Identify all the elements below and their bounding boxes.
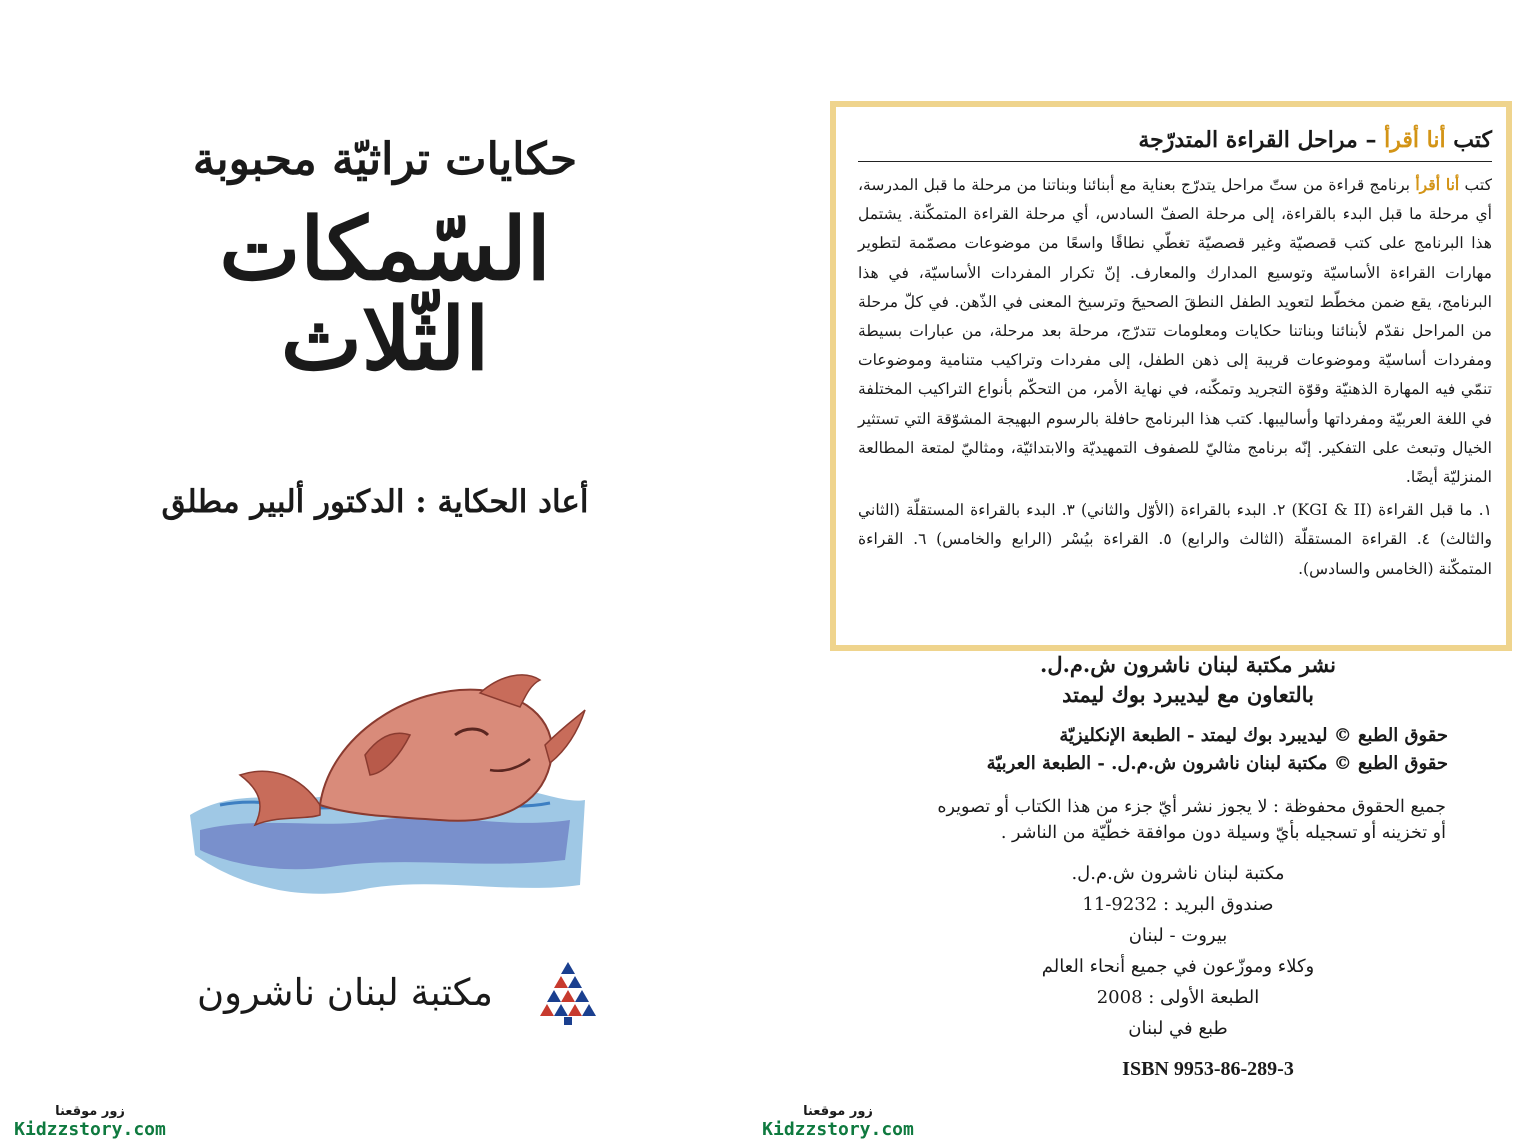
fish-illustration bbox=[180, 655, 590, 905]
heading-rest: – مراحل القراءة المتدرّجة bbox=[1138, 127, 1377, 153]
body-accent: أنا أقرأ bbox=[1415, 175, 1460, 194]
book-title-line-2: الثّلاث bbox=[280, 289, 490, 390]
rights-reserved bbox=[918, 794, 1446, 846]
publisher-address bbox=[968, 858, 1388, 1044]
heading-accent: أنا أقرأ bbox=[1384, 127, 1446, 153]
heading-prefix: كتب bbox=[1453, 127, 1492, 153]
body-prefix: كتب bbox=[1464, 176, 1492, 194]
series-title: حكايات تراثيّة محبوبة bbox=[192, 134, 578, 185]
publication-credits bbox=[918, 650, 1458, 710]
address-city: بيروت - لبنان bbox=[1128, 925, 1228, 946]
publisher-logo-icon bbox=[537, 960, 599, 1026]
edition-line: الطبعة الأولى : 2008 bbox=[1096, 987, 1260, 1008]
series-box-heading bbox=[858, 125, 1492, 162]
copyright-lines bbox=[928, 722, 1448, 778]
author-line: أعاد الحكاية : الدكتور ألبير مطلق bbox=[161, 484, 589, 520]
copyright-english: حقوق الطبع © ليديبرد بوك ليمتد - الطبعة الإنكليزيّة bbox=[1059, 725, 1448, 746]
address-po-box: صندوق البريد : 9232-11 bbox=[1082, 894, 1274, 915]
series-box-body bbox=[858, 170, 1492, 492]
body-text: برنامج قراءة من ستّ مراحل يتدرّج بعناية مع أبنائنا وبناتنا من مرحلة ما قبل المدرسة، أي مرحلة ما قبل البدء بالقراءة، إلى مرحلة الصفّ السادس، أي مرحلة القراءة المتمكّنة. يشتمل هذا البرنامج على كتب قصصيّة وغير قصصيّة تغطّي نطاقًا واسعًا من موضوعات مصمّمة لتطوير مهارات القراءة الأساسيّة وتوسيع المدارك والمعارف. إنّ تكرار المفردات الأساسيّة، في هذا البرنامج، يقع ضمن مخطّط لتعويد الطفل النطقَ الصحيحَ وترسيخ المعنى في الذّهن. في كلّ مرحلة من المراحل نقدّم لأبنائنا وبناتنا حكايات ومعلومات تتدرّج، مرحلة بعد مرحلة، من عبارات بسيطة ومفردات أساسيّة وموضوعات قريبة إلى ذهن الطفل، إلى مفردات وتراكيب متنامية وموضوعات تنمّي فيه المهارة الذهنيّة وقوّة التجريد وتمكّنه، في نهاية الأمر، من التحكّم بأنواع التراكيب المختلفة في اللغة العربيّة ومفرداتها وأساليبها. كتب هذا البرنامج حافلة بالرسوم البهيجة المشوّقة التي تستثير الخيال وتبعث على التفكير. إنّه برنامج مثاليّ للصفوف التمهيديّة والابتدائيّة، ومثاليّ لمتعة المطالعة المنزليّة أيضًا. bbox=[858, 176, 1492, 487]
rights-reserved-line-1: جميع الحقوق محفوظة : لا يجوز نشر أيّ جزء من هذا الكتاب أو تصويره bbox=[937, 797, 1446, 817]
rights-reserved-line-2: أو تخزينه أو تسجيله بأيّ وسيلة دون موافقة خطّيّة من الناشر . bbox=[1000, 823, 1446, 843]
publisher-name: مكتبة لبنان ناشرون bbox=[196, 971, 494, 1014]
in-cooperation: بالتعاون مع ليديبرد بوك ليمتد bbox=[1062, 682, 1314, 707]
copyright-page bbox=[762, 0, 1536, 1146]
watermark-link[interactable]: Kidzzstory.com bbox=[762, 1119, 914, 1140]
watermark-caption: زور موقعنا bbox=[803, 1104, 873, 1119]
watermark bbox=[718, 1104, 958, 1140]
published-by: نشر مكتبة لبنان ناشرون ش.م.ل. bbox=[1040, 652, 1336, 677]
watermark bbox=[0, 1104, 210, 1140]
book-title-line-1: السّمكات bbox=[219, 199, 551, 300]
watermark-link[interactable]: Kidzzstory.com bbox=[14, 1119, 166, 1140]
series-info-box bbox=[830, 101, 1512, 651]
copyright-arabic: حقوق الطبع © مكتبة لبنان ناشرون ش.م.ل. - الطبعة العربيّة bbox=[986, 753, 1448, 774]
reading-levels-list: ١. ما قبل القراءة (KGI & II) ٢. البدء بالقراءة (الأوّل والثاني) ٣. البدء بالقراءة المستقلّة (الثاني والثالث) ٤. القراءة المستقلّة (الثالث والرابع) ٥. القراءة بيُسْر (الرابع والخامس) ٦. القراءة المتمكّنة (الخامس والسادس). bbox=[858, 501, 1492, 578]
watermark-caption: زور موقعنا bbox=[55, 1104, 125, 1119]
book-title bbox=[150, 199, 620, 390]
address-company: مكتبة لبنان ناشرون ش.م.ل. bbox=[1071, 863, 1285, 884]
printed-in: طبع في لبنان bbox=[1128, 1018, 1228, 1039]
address-agents: وكلاء وموزّعون في جميع أنحاء العالم bbox=[1041, 956, 1315, 977]
isbn: ISBN 9953-86-289-3 bbox=[1122, 1058, 1294, 1080]
